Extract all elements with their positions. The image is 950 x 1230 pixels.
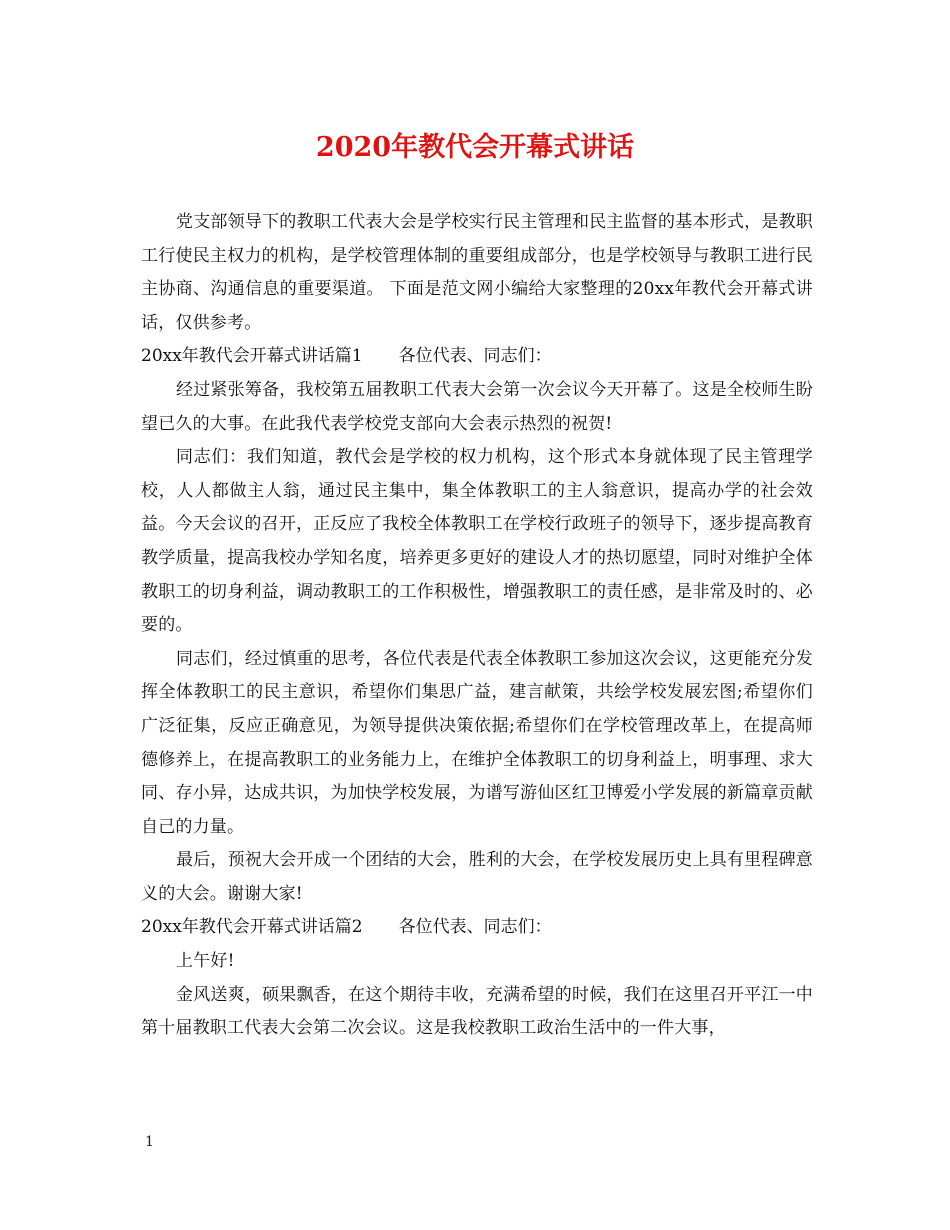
body-paragraph: 同志们：我们知道，教代会是学校的权力机构，这个形式本身就体现了民主管理学校，人人都做主人翁，通过民主集中，集全体教职工的主人翁意识，提高办学的社会效益。今天会议的召开，正反应了我校全体教职工在学校行政班子的领导下，逐步提高教育教学质量，提高我校办学知名度，培养更多更好的建设人才的热切愿望，同时对维护全体教职工的切身利益，调动教职工的工作积极性，增强教职工的责任感，是非常及时的、必要的。 [141,447,813,636]
section-heading-1-title: 20xx年教代会开幕式讲话篇1 [141,346,363,367]
body-paragraph: 上午好! [176,951,235,972]
page-number: 1 [145,1134,154,1150]
section-heading-2-title: 20xx年教代会开幕式讲话篇2 [141,917,363,938]
body-paragraph: 同志们，经过慎重的思考，各位代表是代表全体教职工参加这次会议，这更能充分发挥全体教职工的民主意识，希望你们集思广益，建言献策，共绘学校发展宏图;希望你们广泛征集，反应正确意见，为领导提供决策依据;希望你们在学校管理改革上，在提高师德修养上，在提高教职工的业务能力上，在维护全体教职工的切身利益上，明事理、求大同、存小异，达成共识，为加快学校发展，为谱写游仙区红卫博爱小学发展的新篇章贡献自己的力量。 [141,648,813,837]
section-heading-1 [141,340,813,374]
body-paragraph: 金风送爽，硕果飘香，在这个期待丰收，充满希望的时候，我们在这里召开平江一中第十届教职工代表大会第二次会议。这是我校教职工政治生活中的一件大事， [141,984,813,1039]
section-heading-1-greeting: 各位代表、同志们： [398,346,552,367]
document-title: 2020年教代会开幕式讲话 [315,132,635,163]
section-heading-2-greeting: 各位代表、同志们： [398,917,552,938]
body-paragraph: 经过紧张筹备，我校第五届教职工代表大会第一次会议今天开幕了。这是全校师生盼望已久的大事。在此我代表学校党支部向大会表示热烈的祝贺! [141,379,813,434]
section-heading-2 [141,911,813,945]
body-paragraph: 最后，预祝大会开成一个团结的大会，胜利的大会，在学校发展历史上具有里程碑意义的大会。谢谢大家! [141,850,813,904]
document-body [141,206,813,1046]
intro-paragraph: 党支部领导下的教职工代表大会是学校实行民主管理和民主监督的基本形式，是教职工行使民主权力的机构，是学校管理体制的重要组成部分，也是学校领导与教职工进行民主协商、沟通信息的重要渠道。 下面是范文网小编给大家整理的20xx年教代会开幕式讲话，仅供参考。 [141,212,813,333]
